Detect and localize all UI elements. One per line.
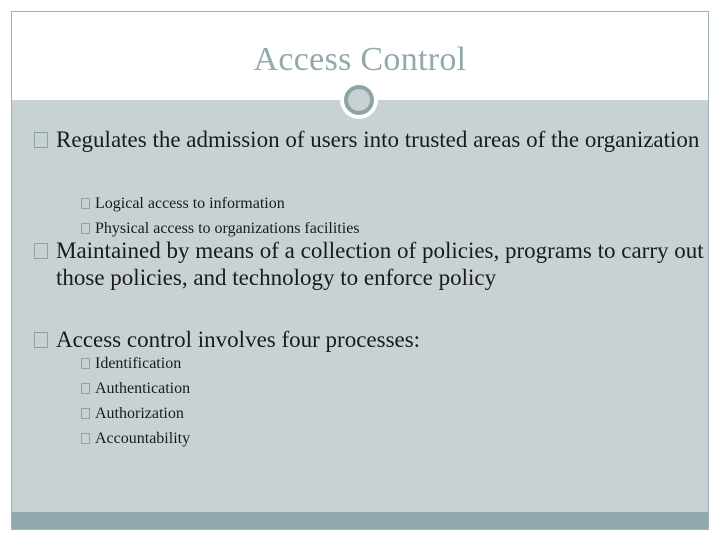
sub-bullet-text: Identification bbox=[95, 355, 182, 372]
slide-title: Access Control bbox=[253, 41, 467, 78]
sub-bullet-3-2 bbox=[81, 379, 681, 399]
square-bullet-icon bbox=[81, 198, 90, 209]
square-bullet-icon bbox=[34, 132, 48, 148]
sub-bullet-3-4 bbox=[81, 429, 681, 449]
sub-bullet-text: Authentication bbox=[95, 380, 191, 397]
footer-band bbox=[12, 512, 708, 529]
sub-bullet-1-2 bbox=[81, 219, 681, 239]
square-bullet-icon bbox=[81, 383, 90, 394]
bullet-3-text: Access control involves four processes: bbox=[56, 327, 421, 352]
sub-bullet-3-1 bbox=[81, 354, 681, 374]
sub-bullet-text: Physical access to organizations facilities bbox=[95, 220, 360, 237]
bullet-2-text: Maintained by means of a collection of policies, programs to carry out those policies, and technology to enforce policy bbox=[56, 238, 704, 290]
bullet-1-text: Regulates the admission of users into trusted areas of the organization bbox=[56, 127, 700, 152]
bullet-3 bbox=[34, 326, 709, 353]
sub-bullet-1-1 bbox=[81, 194, 681, 214]
sub-bullet-text: Authorization bbox=[95, 405, 184, 422]
square-bullet-icon bbox=[81, 408, 90, 419]
square-bullet-icon bbox=[34, 243, 48, 259]
ring-icon bbox=[340, 81, 378, 119]
square-bullet-icon bbox=[34, 332, 48, 348]
sub-bullet-text: Accountability bbox=[95, 430, 191, 447]
sub-bullet-text: Logical access to information bbox=[95, 195, 285, 212]
bullet-2 bbox=[34, 237, 709, 291]
square-bullet-icon bbox=[81, 433, 90, 444]
square-bullet-icon bbox=[81, 223, 90, 234]
bullet-1 bbox=[34, 126, 709, 153]
slide bbox=[11, 11, 709, 530]
sub-bullet-3-3 bbox=[81, 404, 681, 424]
square-bullet-icon bbox=[81, 358, 90, 369]
